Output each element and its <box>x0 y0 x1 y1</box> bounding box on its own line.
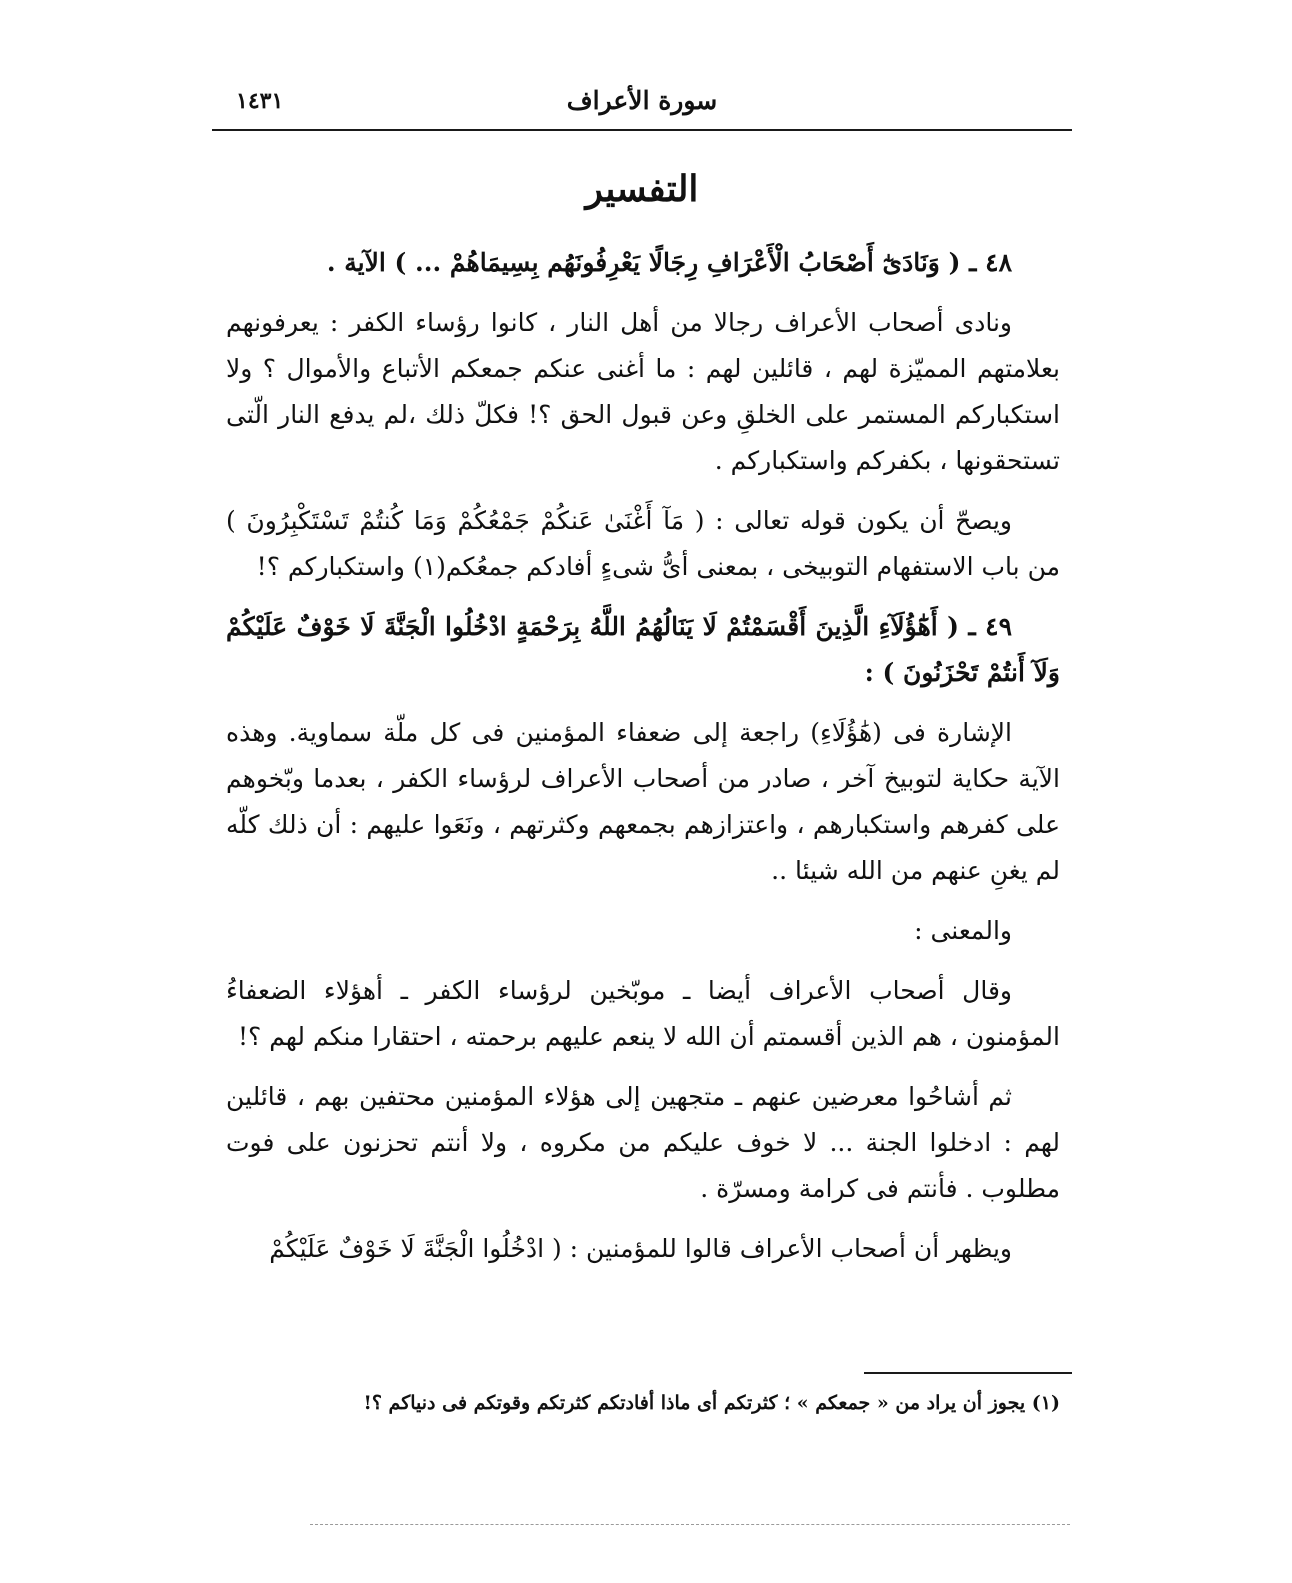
surah-title: سورة الأعراف <box>566 86 718 115</box>
paragraph: ثم أشاحُوا معرضين عنهم ـ متجهين إلى هؤلاء المؤمنين محتفين بهم ، قائلين لهم : ادخلوا الجنة ... لا خوف عليكم من مكروه ، ولا أنتم تحزنون على فوت مطلوب . فأنتم فى كرامة ومسرّة . <box>226 1082 1060 1203</box>
paragraph: ويظهر أن أصحاب الأعراف قالوا للمؤمنين : ( ادْخُلُوا الْجَنَّةَ لَا خَوْفٌ عَلَيْكُمْ <box>269 1234 1012 1263</box>
section-title: التفسير <box>585 168 699 210</box>
page-number: ١٤٣١ <box>236 88 284 114</box>
commentary-body <box>226 240 1060 1286</box>
verse-49-heading: ٤٩ ـ ( أَهَٰٓؤُلَآءِ الَّذِينَ أَقْسَمْتُمْ لَا يَنَالُهُمُ اللَّهُ بِرَحْمَةٍ ادْخُلُوا الْجَنَّةَ لَا خَوْفٌ عَلَيْكُمْ وَلَآ أَنتُمْ تَحْزَنُونَ ) : <box>226 612 1060 687</box>
page-bottom-edge <box>310 1524 1070 1525</box>
paragraph: الإشارة فى (هَٰؤُلَاءِ) راجعة إلى ضعفاء المؤمنين فى كل ملّة سماوية. وهذه الآية حكاية لتوبيخ آخر ، صادر من أصحاب الأعراف لرؤساء الكفر ، بعدما وبّخوهم على كفرهم واستكبارهم ، واعتزازهم بجمعهم وكثرتهم ، ونَعَوا عليهم : أن ذلك كلّه لم يغنِ عنهم من الله شيئا .. <box>226 718 1060 885</box>
verse-48-heading: ٤٨ ـ ( وَنَادَىٰٓ أَصْحَابُ الْأَعْرَافِ رِجَالًا يَعْرِفُونَهُم بِسِيمَاهُمْ ... ) الآية . <box>326 248 1012 277</box>
running-header <box>212 86 1072 130</box>
header-divider <box>212 129 1072 131</box>
footnote: (١) يجوز أن يراد من « جمعكم » ؛ كثرتكم أى ماذا أفادتكم كثرتكم وقوتكم فى دنياكم ؟! <box>363 1392 1060 1414</box>
paragraph: وقال أصحاب الأعراف أيضا ـ موبّخين لرؤساء الكفر ـ أهؤلاء الضعفاءُ المؤمنون ، هم الذين أقسمتم أن الله لا ينعم عليهم برحمته ، احتقارا منكم لهم ؟! <box>226 976 1060 1051</box>
paragraph: ونادى أصحاب الأعراف رجالا من أهل النار ، كانوا رؤساء الكفر : يعرفونهم بعلامتهم المميّزة لهم ، قائلين لهم : ما أغنى عنكم جمعكم الأتباع والأموال ؟ ولا استكباركم المستمر على الخلقِ وعن قبول الحق ؟! فكلّ ذلك ،لم يدفع النار الّتى تستحقونها ، بكفركم واستكباركم . <box>226 308 1060 475</box>
footnote-divider <box>864 1372 1072 1374</box>
paragraph: والمعنى : <box>914 916 1012 945</box>
paragraph: ويصحّ أن يكون قوله تعالى : ( مَآ أَغْنَىٰ عَنكُمْ جَمْعُكُمْ وَمَا كُنتُمْ تَسْتَكْبِرُونَ ) من باب الاستفهام التوبيخى ، بمعنى أىُّ شىءٍ أفادكم جمعُكم(١) واستكباركم ؟! <box>226 506 1060 581</box>
